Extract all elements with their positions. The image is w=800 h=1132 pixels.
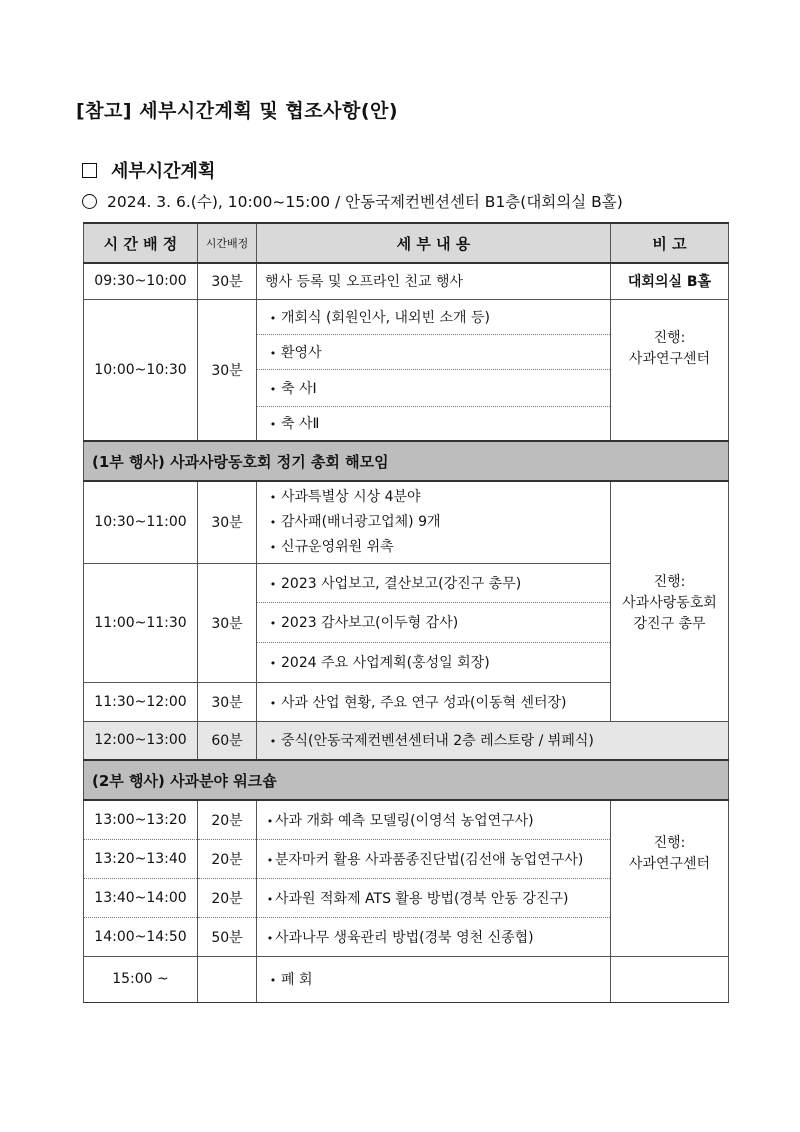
header-time: 시 간 배 정 xyxy=(84,223,198,263)
desc-cell: • 2023 사업보고, 결산보고(강진구 총무) xyxy=(257,563,611,602)
circle-bullet-icon xyxy=(82,194,97,209)
table-header-row xyxy=(84,223,729,263)
duration-cell: 30분 xyxy=(198,299,257,441)
schedule-table xyxy=(83,222,729,1003)
duration-cell: 30분 xyxy=(198,263,257,299)
desc-cell: • 폐 회 xyxy=(257,956,611,1002)
table-row xyxy=(84,299,729,334)
bullet-icon: • xyxy=(269,577,277,591)
bullet-icon: • xyxy=(269,490,277,504)
document-title: [참고] 세부시간계획 및 협조사항(안) xyxy=(76,100,399,122)
time-cell: 13:20~13:40 xyxy=(84,839,198,878)
duration-cell: 20분 xyxy=(198,878,257,917)
duration-cell: 30분 xyxy=(198,682,257,721)
part-heading-row xyxy=(84,760,729,800)
time-cell: 12:00~13:00 xyxy=(84,721,198,760)
desc-cell: • 축 사Ⅱ xyxy=(257,406,611,441)
duration-cell: 20분 xyxy=(198,800,257,839)
note-cell: 진행: 사과연구센터 xyxy=(611,800,729,956)
bullet-icon: • xyxy=(266,892,274,906)
desc-cell: • 중식(안동국제컨벤션센터내 2층 레스토랑 / 뷔페식) xyxy=(257,721,729,760)
duration-cell: 20분 xyxy=(198,839,257,878)
part2-title: (2부 행사) 사과분야 워크숍 xyxy=(84,760,729,800)
part1-title: (1부 행사) 사과사랑동호회 정기 총회 해모임 xyxy=(84,441,729,481)
desc-cell: • 사과특별상 시상 4분야 • 감사패(배너광고업체) 9개 • 신규운영위원 위촉 xyxy=(257,481,611,563)
desc-cell: • 2024 주요 사업계획(홍성일 회장) xyxy=(257,642,611,682)
time-cell: 13:40~14:00 xyxy=(84,878,198,917)
event-line: 2024. 3. 6.(수), 10:00~15:00 / 안동국제컨벤션센터 B1층(대회의실 B홀) xyxy=(107,193,623,211)
desc-cell: • 사과 산업 현황, 주요 연구 성과(이동혁 센터장) xyxy=(257,682,611,721)
time-cell: 10:30~11:00 xyxy=(84,481,198,563)
bullet-icon: • xyxy=(269,418,277,432)
bullet-icon: • xyxy=(269,617,277,630)
header-content: 세 부 내 용 xyxy=(257,223,611,263)
desc-cell: • 축 사Ⅰ xyxy=(257,369,611,406)
bullet-icon: • xyxy=(269,346,277,360)
note-cell xyxy=(611,956,729,1002)
time-cell: 09:30~10:00 xyxy=(84,263,198,299)
desc-cell: • 개회식 (회원인사, 내외빈 소개 등) xyxy=(257,299,611,334)
header-note: 비 고 xyxy=(611,223,729,263)
table-row xyxy=(84,721,729,760)
desc-cell: • 사과나무 생육관리 방법(경북 영천 신종협) xyxy=(257,917,611,956)
desc-cell: • 환영사 xyxy=(257,334,611,369)
bullet-icon: • xyxy=(269,657,277,670)
section-title: 세부시간계획 xyxy=(111,161,216,182)
event-info xyxy=(82,190,623,212)
note-cell: 진행: 사과사랑동호회 강진구 총무 xyxy=(611,481,729,721)
bullet-icon: • xyxy=(269,974,277,987)
bullet-icon: • xyxy=(266,853,274,867)
bullet-icon: • xyxy=(269,382,277,396)
note-cell: 진행: 사과연구센터 xyxy=(611,299,729,441)
desc-cell: • 사과원 적화제 ATS 활용 방법(경북 안동 강진구) xyxy=(257,878,611,917)
bullet-icon: • xyxy=(269,540,277,554)
note-cell: 대회의실 B홀 xyxy=(611,263,729,299)
desc-cell: • 사과 개화 예측 모델링(이영석 농업연구사) xyxy=(257,800,611,839)
bullet-icon: • xyxy=(269,311,277,325)
table-row xyxy=(84,956,729,1002)
time-cell: 14:00~14:50 xyxy=(84,917,198,956)
table-row xyxy=(84,263,729,299)
bullet-icon: • xyxy=(266,814,274,828)
desc-cell: • 2023 감사보고(이두형 감사) xyxy=(257,602,611,642)
bullet-icon: • xyxy=(266,931,274,945)
bullet-icon: • xyxy=(269,515,277,529)
part-heading-row xyxy=(84,441,729,481)
time-cell: 15:00 ~ xyxy=(84,956,198,1002)
section-heading xyxy=(82,157,215,183)
duration-cell xyxy=(198,956,257,1002)
duration-cell: 60분 xyxy=(198,721,257,760)
time-cell: 10:00~10:30 xyxy=(84,299,198,441)
desc-cell: • 분자마커 활용 사과품종진단법(김선애 농업연구사) xyxy=(257,839,611,878)
bullet-icon: • xyxy=(269,735,277,749)
time-cell: 11:00~11:30 xyxy=(84,563,198,682)
time-cell: 11:30~12:00 xyxy=(84,682,198,721)
duration-cell: 30분 xyxy=(198,481,257,563)
duration-cell: 30분 xyxy=(198,563,257,682)
bullet-icon: • xyxy=(269,696,277,710)
desc-cell: 행사 등록 및 오프라인 친교 행사 xyxy=(257,263,611,299)
header-duration: 시간배정 xyxy=(198,223,257,263)
checkbox-square-icon xyxy=(82,163,97,178)
table-row xyxy=(84,800,729,839)
time-cell: 13:00~13:20 xyxy=(84,800,198,839)
duration-cell: 50분 xyxy=(198,917,257,956)
table-row xyxy=(84,481,729,563)
